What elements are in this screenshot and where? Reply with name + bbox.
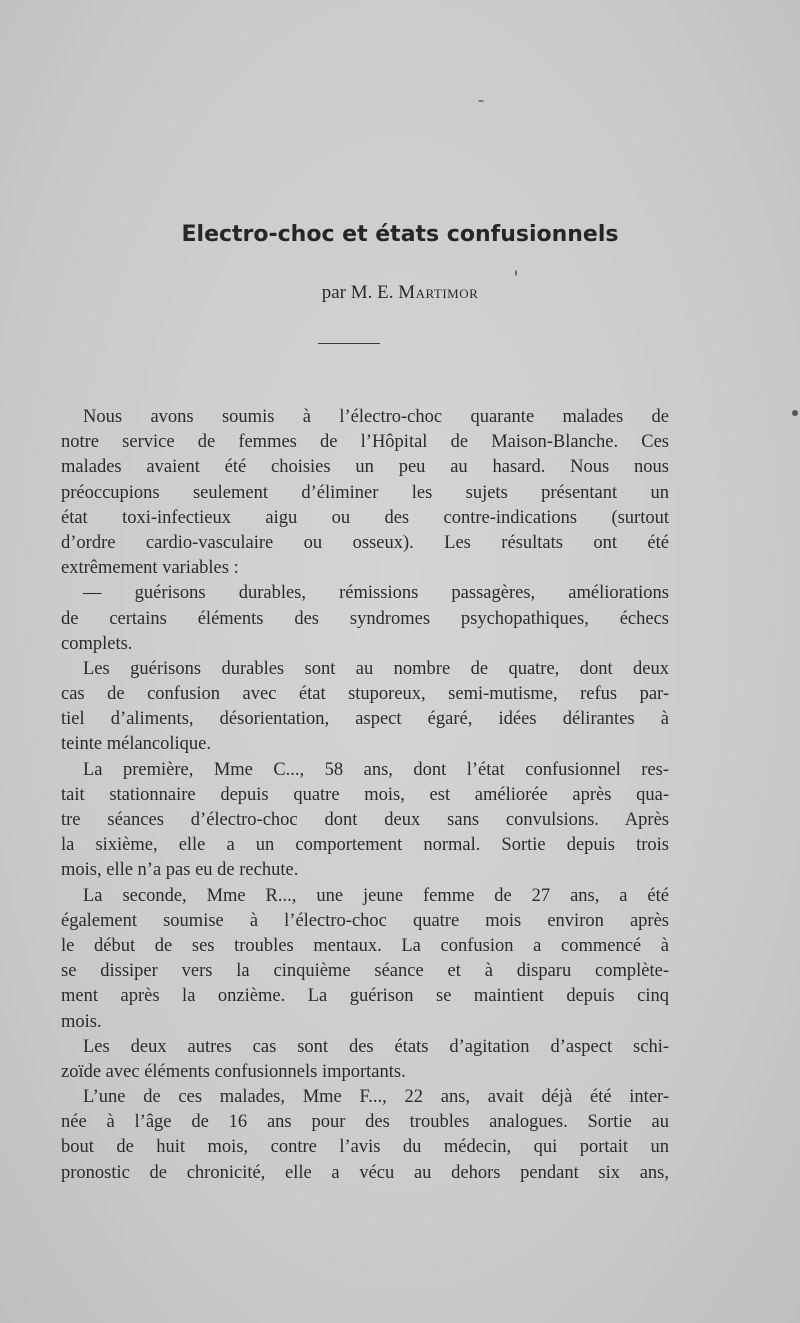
text-line: tiel d’aliments, désorientation, aspect égaré, idées délirantes à [61,709,669,730]
text-line: notre service de femmes de l’Hôpital de Maison-Blanche. Ces [61,432,669,453]
title-divider [318,343,380,344]
article-title: Electro-choc et états confusionnels [181,222,619,247]
text-line: mois. [61,1011,102,1032]
article-author [0,282,800,304]
scan-speck [478,100,484,102]
text-line: La première, Mme C..., 58 ans, dont l’état confusionnel res- [83,759,669,780]
text-line: également soumise à l’électro-choc quatre mois environ après [61,910,669,931]
scan-speck [515,270,517,276]
text-line: Les deux autres cas sont des états d’agitation d’aspect schi- [83,1036,669,1057]
text-line: le début de ses troubles mentaux. La confusion a commencé à [61,935,669,956]
text-line: La seconde, Mme R..., une jeune femme de 27 ans, a été [83,885,669,906]
text-line: la sixième, elle a un comportement normal. Sortie depuis trois [61,835,669,856]
text-line: mois, elle n’a pas eu de rechute. [61,860,299,881]
text-line: tre séances d’électro-choc dont deux sans convulsions. Après [61,810,669,830]
text-line: pronostic de chronicité, elle a vécu au dehors pendant six ans, [61,1162,669,1183]
text-line: préoccupions seulement d’éliminer les sujets présentant un [61,482,669,503]
text-line: malades avaient été choisies un peu au hasard. Nous nous [61,457,669,478]
text-line: teinte mélancolique. [61,734,211,755]
author-name: Martimor [398,282,479,303]
text-line: bout de huit mois, contre l’avis du médecin, qui portait un [61,1137,669,1158]
article-body [61,405,669,1186]
text-line: complets. [61,633,133,654]
text-line: — guérisons durables, rémissions passagères, améliorations [83,583,669,604]
text-line: L’une de ces malades, Mme F..., 22 ans, avait déjà été inter- [83,1087,669,1108]
text-line: Les guérisons durables sont au nombre de quatre, dont deux [83,658,669,679]
text-line: d’ordre cardio-vasculaire ou osseux). Les résultats ont été [61,532,669,553]
scan-speck [792,410,798,416]
text-line: née à l’âge de 16 ans pour des troubles analogues. Sortie au [61,1112,669,1133]
text-line: Nous avons soumis à l’électro-choc quarante malades de [83,407,669,427]
text-line: de certains éléments des syndromes psychopathiques, échecs [61,608,669,629]
text-line: extrêmement variables : [61,558,239,579]
text-line: ment après la onzième. La guérison se maintient depuis cinq [61,986,669,1007]
text-line: état toxi-infectieux aigu ou des contre-indications (surtout [61,507,669,528]
text-line: tait stationnaire depuis quatre mois, est améliorée après qua- [61,784,669,805]
text-line: zoïde avec éléments confusionnels importants. [61,1061,406,1082]
text-line: cas de confusion avec état stuporeux, semi-mutisme, refus par- [61,684,669,705]
text-line: se dissiper vers la cinquième séance et à disparu complète- [61,961,669,982]
author-prefix: par M. E. [321,282,399,303]
